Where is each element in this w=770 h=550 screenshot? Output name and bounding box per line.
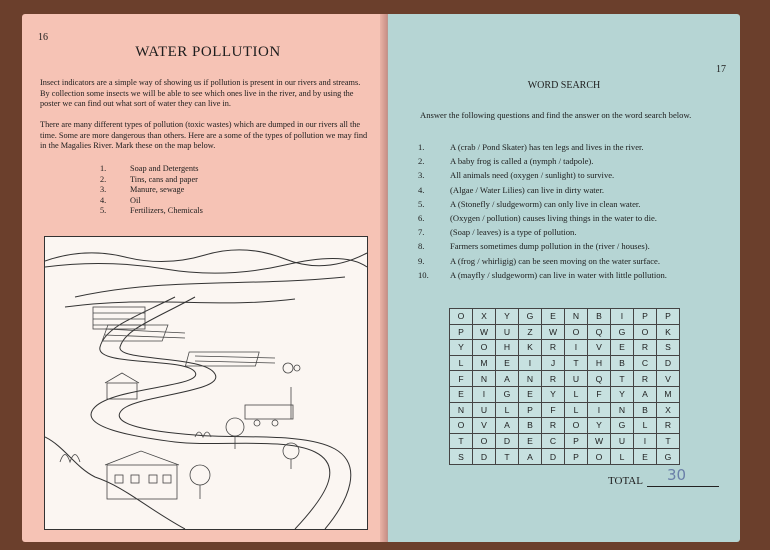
grid-letter: N [565,309,588,325]
grid-letter: I [611,309,634,325]
grid-letter: F [450,371,473,387]
grid-row [450,449,680,465]
grid-letter: O [450,309,473,325]
list-text: Fertilizers, Chemicals [130,206,203,215]
grid-letter: I [565,340,588,356]
list-text: Manure, sewage [130,185,185,194]
grid-letter: T [450,433,473,449]
grid-letter: O [634,324,657,340]
page-number-right: 17 [716,64,726,75]
grid-row [450,371,680,387]
grid-letter: W [542,324,565,340]
list-number: 1. [100,164,107,173]
grid-letter: P [519,402,542,418]
grid-row [450,324,680,340]
pollution-list-item [100,175,203,186]
question-item [418,254,667,268]
question-number: 5. [418,198,425,209]
question-text: (Soap / leaves) is a type of pollution. [450,227,577,238]
question-item [418,183,667,197]
grid-letter: Y [611,386,634,402]
grid-letter: C [542,433,565,449]
question-number: 1. [418,142,425,152]
question-number: 7. [418,227,425,238]
grid-letter: R [634,371,657,387]
grid-letter: R [542,340,565,356]
grid-letter: F [542,402,565,418]
grid-letter: B [611,355,634,371]
grid-letter: O [565,324,588,340]
question-number: 8. [418,241,425,252]
grid-letter: K [657,324,680,340]
grid-letter: H [588,355,611,371]
grid-letter: S [450,449,473,465]
grid-letter: I [588,402,611,418]
grid-letter: I [519,355,542,371]
question-number: 10. [418,269,429,280]
grid-letter: R [634,340,657,356]
grid-letter: R [657,418,680,434]
grid-letter: W [473,324,496,340]
grid-letter: O [473,433,496,449]
grid-letter: D [542,449,565,465]
grid-letter: G [611,324,634,340]
grid-letter: R [542,418,565,434]
grid-letter: G [657,449,680,465]
grid-letter: T [496,449,519,465]
grid-letter: X [657,402,680,418]
grid-letter: O [473,340,496,356]
list-text: Tins, cans and paper [130,174,198,184]
grid-letter: Y [542,386,565,402]
list-number: 3. [100,185,107,194]
grid-letter: Y [588,418,611,434]
grid-letter: E [450,386,473,402]
grid-letter: P [565,449,588,465]
word-search-grid [449,308,680,465]
grid-letter: V [588,340,611,356]
grid-letter: E [611,340,634,356]
grid-letter: E [519,386,542,402]
grid-letter: G [496,386,519,402]
grid-letter: M [657,386,680,402]
question-number: 4. [418,184,425,195]
question-text: A (mayfly / sludgeworm) can live in water with little pollution. [450,269,667,280]
grid-letter: T [657,433,680,449]
grid-letter: Y [450,340,473,356]
question-item [418,211,667,225]
grid-letter: D [657,355,680,371]
question-text: A (frog / whirligig) can be seen moving on the water surface. [450,255,661,266]
grid-letter: E [519,433,542,449]
grid-letter: V [657,371,680,387]
grid-row [450,433,680,449]
grid-letter: E [496,355,519,371]
grid-letter: L [634,418,657,434]
grid-letter: E [542,309,565,325]
grid-letter: M [473,355,496,371]
grid-letter: J [542,355,565,371]
pollution-list [100,164,203,217]
question-text: A baby frog is called a (nymph / tadpole). [450,156,594,167]
grid-row [450,386,680,402]
page-title-water-pollution: WATER POLLUTION [135,44,281,60]
total-label: TOTAL [608,475,643,487]
list-number: 4. [100,195,107,205]
page-number-left: 16 [38,32,48,43]
list-number: 5. [100,206,107,215]
grid-letter: R [542,371,565,387]
grid-letter: L [565,402,588,418]
question-item [418,140,667,154]
grid-row [450,309,680,325]
pollution-paragraph: There are many different types of pollution (toxic wastes) which are dumped in our rivers all the time. Some are more dangerous than others. Here are a some of the types of pollution we may find in the Magalies River. Mark these on the map below. [40,120,368,150]
grid-letter: L [496,402,519,418]
pollution-list-item [100,185,203,196]
grid-letter: W [588,433,611,449]
grid-letter: I [634,433,657,449]
grid-letter: B [588,309,611,325]
grid-letter: F [588,386,611,402]
question-text: A (Stonefly / sludgeworm) can only live in clean water. [450,198,641,209]
total-score [608,466,719,487]
pollution-list-item [100,196,203,207]
grid-letter: N [519,371,542,387]
grid-letter: Q [588,324,611,340]
list-number: 2. [100,174,107,184]
left-page [22,14,394,542]
grid-letter: A [496,371,519,387]
grid-letter: P [634,309,657,325]
grid-letter: P [450,324,473,340]
question-item [418,239,667,253]
grid-letter: L [565,386,588,402]
question-number: 3. [418,170,425,181]
grid-letter: L [611,449,634,465]
grid-letter: A [634,386,657,402]
grid-letter: Q [588,371,611,387]
grid-letter: T [611,371,634,387]
right-page [388,14,740,542]
list-text: Oil [130,195,141,205]
grid-letter: P [657,309,680,325]
grid-letter: N [611,402,634,418]
grid-letter: N [450,402,473,418]
grid-letter: H [496,340,519,356]
question-text: (Algae / Water Lilies) can live in dirty water. [450,184,605,195]
grid-letter: X [473,309,496,325]
grid-letter: B [634,402,657,418]
word-search-instructions: Answer the following questions and find the answer on the word search below. [420,110,692,120]
word-search-title: WORD SEARCH [527,80,601,91]
grid-letter: B [519,418,542,434]
grid-letter: U [611,433,634,449]
question-text: All animals need (oxygen / sunlight) to survive. [450,170,615,181]
grid-letter: U [473,402,496,418]
grid-letter: K [519,340,542,356]
river-landscape-drawing [44,236,368,530]
grid-row [450,340,680,356]
pollution-list-item [100,206,203,217]
grid-letter: V [473,418,496,434]
question-item [418,197,667,211]
grid-letter: U [496,324,519,340]
question-item [418,268,667,282]
grid-letter: L [450,355,473,371]
grid-letter: A [519,449,542,465]
handwritten-score: 30 [666,466,687,484]
question-text: A (crab / Pond Skater) has ten legs and lives in the river. [450,142,644,152]
grid-letter: G [611,418,634,434]
grid-letter: O [565,418,588,434]
grid-row [450,418,680,434]
grid-row [450,355,680,371]
river-sketch [45,237,367,529]
question-item [418,154,667,168]
list-text: Soap and Detergents [130,164,199,173]
grid-letter: N [473,371,496,387]
grid-letter: E [634,449,657,465]
question-number: 2. [418,156,425,167]
question-number: 9. [418,255,425,266]
grid-letter: G [519,309,542,325]
grid-letter: C [634,355,657,371]
question-item [418,225,667,239]
grid-row [450,402,680,418]
open-workbook [8,6,764,546]
grid-letter: Z [519,324,542,340]
grid-letter: I [473,386,496,402]
grid-letter: U [565,371,588,387]
grid-letter: O [450,418,473,434]
total-line [647,466,719,487]
intro-paragraph: Insect indicators are a simple way of showing us if pollution is present in our rivers and streams. By collection some insects we will be able to see which ones live in the river, and by using the poster we can find out what sort of water they can live in. [40,78,361,108]
grid-letter: T [565,355,588,371]
questions-list [418,140,667,282]
grid-letter: S [657,340,680,356]
question-number: 6. [418,213,425,224]
question-text: Farmers sometimes dump pollution in the (river / houses). [450,241,650,252]
grid-letter: A [496,418,519,434]
question-text: (Oxygen / pollution) causes living things in the water to die. [450,213,657,224]
grid-letter: Y [496,309,519,325]
question-item [418,168,667,182]
grid-letter: P [565,433,588,449]
grid-letter: O [588,449,611,465]
grid-letter: D [473,449,496,465]
pollution-list-item [100,164,203,175]
grid-letter: D [496,433,519,449]
